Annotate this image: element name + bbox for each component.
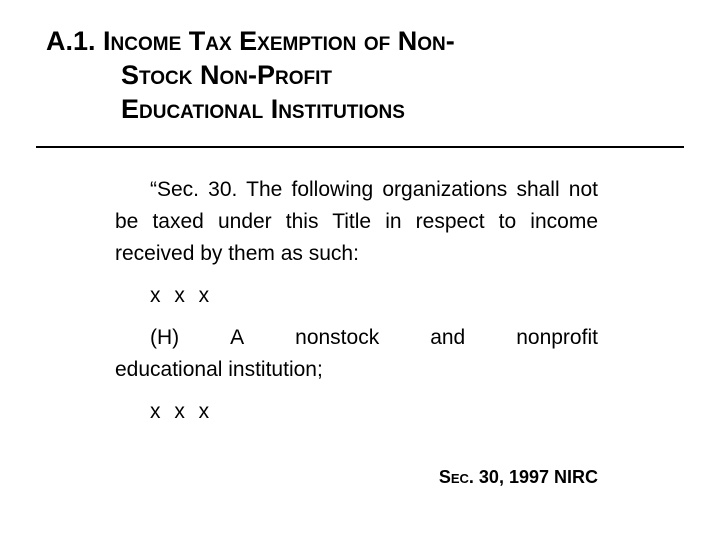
legal-quote [115,174,598,428]
slide-heading [46,24,706,126]
item-word: and [430,326,466,349]
quote-item-h-second-line: educational institution; [115,358,323,381]
citation: Sec. 30, 1997 NIRC [438,467,598,487]
heading-divider [36,146,684,148]
heading-line-1: A.1. Income Tax Exemption of Non- [46,26,455,56]
item-word: A [230,326,245,349]
omission-marker: x x x [150,400,214,423]
heading-line-3: Educational Institutions [121,94,405,124]
omission-marker: x x x [150,284,214,307]
heading-line-2: Stock Non-Profit [121,60,332,90]
quote-intro: “Sec. 30. The following organizations shall not be taxed under this Title in respect to income received by them as such: [115,178,598,265]
item-word: nonprofit [516,326,598,349]
item-word: nonstock [295,326,380,349]
item-word: (H) [150,326,180,349]
quote-item-h [115,322,598,386]
quote-item-h-first-line [115,322,598,354]
